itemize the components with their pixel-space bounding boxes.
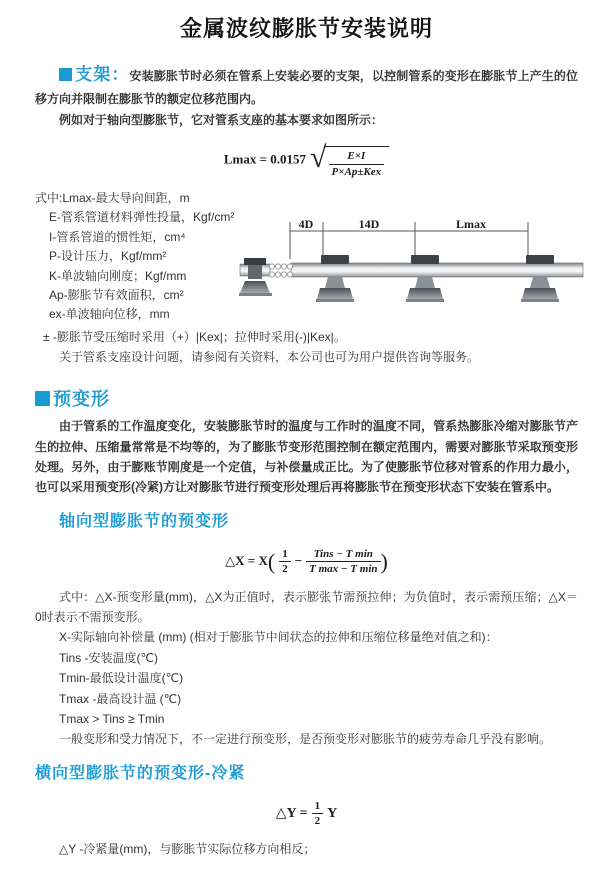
- variable-line: E-管系管道材料弹性投量，Kgf/cm²: [49, 210, 235, 225]
- section-square-icon: [35, 391, 50, 406]
- guide-support: [406, 255, 444, 302]
- variable-line: ex-单波轴向位移，mm: [49, 307, 170, 322]
- axial-sub-heading: 轴向型膨胀节的预变形: [59, 512, 230, 530]
- lateral-half-denominator: 2: [314, 815, 321, 828]
- axial-variable-line: X-实际轴向补偿量 (mm) (相对于膨胀节中间状态的拉伸和压缩位移量绝对值之和)：: [59, 630, 498, 645]
- lmax-formula-numerator: E×I: [329, 149, 385, 164]
- preform-heading-label: 预变形: [53, 388, 110, 409]
- support-example-line: 例如对于轴向型膨胀节，它对管系支座的基本要求如图所示：: [59, 112, 384, 127]
- section-square-icon: [59, 68, 72, 81]
- variable-line: K-单波轴向刚度；Kgf/mm: [49, 268, 187, 283]
- lateral-sub-heading: 横向型膨胀节的预变形-冷紧: [35, 764, 246, 782]
- axial-formula-denominator: T max − T min: [309, 563, 378, 576]
- minus-sign: −: [294, 552, 303, 568]
- variable-line: Ap-膨胀节有效面积，cm²: [49, 288, 184, 303]
- variable-line: P-设计压力，Kgf/mm²: [49, 249, 167, 264]
- pipe-support-diagram: [238, 217, 590, 309]
- lateral-formula-lhs: △Y =: [275, 805, 308, 821]
- axial-formula-numerator: Tins − T min: [306, 547, 380, 562]
- preform-section-heading: [35, 384, 578, 415]
- axial-variable-line: Tins -安装温度(℃): [59, 650, 159, 665]
- lmax-formula: [35, 142, 578, 179]
- lmax-formula-lhs: Lmax = 0.0157: [223, 151, 307, 167]
- guide-support: [316, 255, 354, 302]
- variable-line: 式中:Lmax-最大导向间距，m: [35, 190, 190, 205]
- preform-paragraph: 由于管系的工作温度变化，安装膨胀节时的温度与工作时的温度不同，管系热膨胀冷缩对膨胀节产生的拉伸、压缩量常常是不均等的，为了膨胀节变形范围控制在额定范围内，需要对膨胀节采取预变形处理。另外，由于膨账节刚度是一个定值，与补偿量成正比。为了使膨胀节位移对管系的作用力最小，也可以采用预变形(冷紧)方让对膨胀节进行预变形处理后再将膨胀节在预变形状态下安装在管系中。: [35, 419, 578, 495]
- lateral-formula: [35, 799, 578, 829]
- pm-note: ± -膨胀节受压缩时采用（+）|Kex|；拉伸时采用(-)|Kex|。: [43, 329, 346, 344]
- page-title: 金属波纹膨胀节安装说明: [179, 17, 433, 42]
- half-numerator: 1: [279, 547, 291, 562]
- axial-explain: 式中：△X-预变形量(mm)，△X为正值时，表示膨张节需预拉伸；为负值时，表示需预压缩；△X＝0时表示不需预变形。: [35, 589, 578, 625]
- sqrt-sign-icon: √: [310, 141, 327, 175]
- support-section-label: 支架：: [75, 64, 130, 84]
- dim-label-lmax: Lmax: [456, 216, 486, 231]
- sqrt-radical: [310, 142, 389, 179]
- variables-and-diagram: [35, 189, 578, 325]
- support-paragraph: [35, 61, 578, 110]
- axial-variable-line: Tmax > Tins ≥ Tmin: [59, 711, 165, 726]
- lateral-formula-rhs: Y: [327, 805, 338, 821]
- lateral-note: △Y -冷紧量(mm)，与膨胀节实际位移方向相反；: [59, 841, 316, 856]
- axial-variable-line: Tmin-最低设计温度(℃): [59, 671, 184, 686]
- variable-line: I-管系管道的惯性矩，cm⁴: [49, 229, 186, 244]
- close-paren: ): [380, 548, 388, 574]
- axial-note: 一般变形和受力情况下，不一定进行预变形，是否预变形对膨胀节的疲劳寿命几乎没有影响。: [59, 732, 552, 747]
- dim-label-4d: 4D: [298, 216, 314, 231]
- axial-variable-list: [35, 627, 578, 729]
- half-denominator: 2: [282, 563, 288, 576]
- axial-formula: [35, 547, 578, 577]
- service-note: 关于管系支座设计问题，请参阅有关资料，本公司也可为用户提供咨询等服务。: [59, 350, 480, 365]
- support-paragraph-text: 安装膨胀节时必须在管系上安装必要的支架，以控制管系的变形在膨胀节上产生的位移方向并限制在膨胀节的额定位移范围内。: [35, 68, 578, 107]
- guide-support: [521, 255, 559, 302]
- open-paren: (: [267, 548, 276, 574]
- lateral-half-numerator: 1: [312, 799, 324, 814]
- lmax-formula-denominator: P×Ap±Kex: [331, 165, 382, 178]
- bellows-icon: [269, 264, 292, 277]
- axial-variable-line: Tmax -最高设计温 (℃): [59, 691, 182, 706]
- dim-label-14d: 14D: [358, 216, 380, 231]
- axial-formula-lhs: △X = X: [225, 552, 268, 568]
